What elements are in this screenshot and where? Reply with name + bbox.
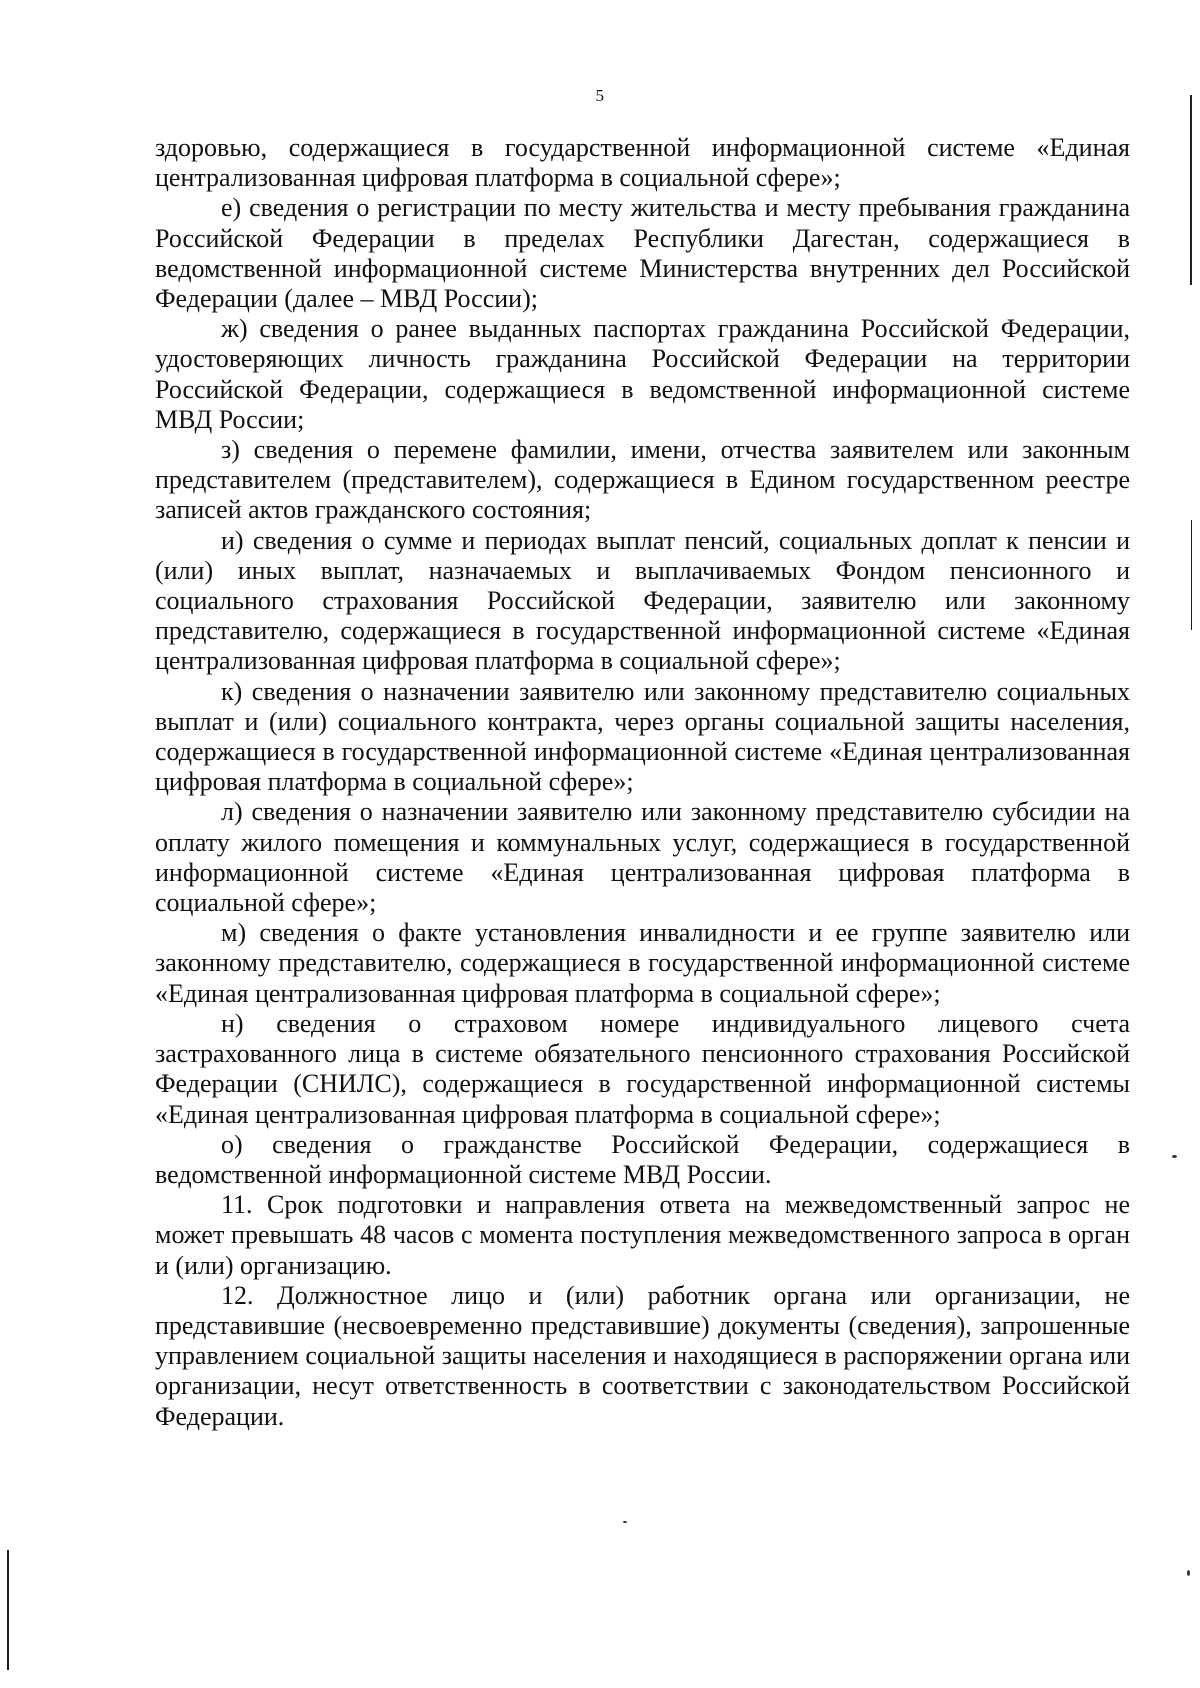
paragraph-clause-11: 11. Срок подготовки и направления ответа на межведомственный запрос не может превышать 48 часов с момента поступления межведомственного запроса в орган и (или) организацию. xyxy=(155,1190,1130,1280)
scan-edge-line-right xyxy=(1190,95,1192,285)
paragraph-item-zh: ж) сведения о ранее выданных паспортах гражданина Российской Федерации, удостоверяющих личность гражданина Российской Федерации на территории Российской Федерации, содержащиеся в ведомственной информационной системе МВД России; xyxy=(155,314,1130,434)
paragraph-clause-12: 12. Должностное лицо и (или) работник органа или организации, не представившие (несвоевременно представившие) документы (сведения), запрошенные управлением социальной защиты населения и находящиеся в распоряжении органа или организации, несут ответственность в соответствии с законодательством Российской Федерации. xyxy=(155,1280,1130,1431)
document-body xyxy=(155,133,1130,1432)
paragraph-item-n: н) сведения о страховом номере индивидуального лицевого счета застрахованного лица в системе обязательного пенсионного страхования Российской Федерации (СНИЛС), содержащиеся в государственной информационной системы «Единая централизованная цифровая платформа в социальной сфере»; xyxy=(155,1008,1130,1129)
paragraph-continuation: здоровью, содержащиеся в государственной информационной системе «Единая централизованная цифровая платформа в социальной сфере»; xyxy=(155,133,1130,193)
paragraph-item-m: м) сведения о факте установления инвалидности и ее группе заявителю или законному представителю, содержащиеся в государственной информационной системе «Единая централизованная цифровая платформа в социальной сфере»; xyxy=(155,918,1130,1008)
scan-speck xyxy=(1187,1570,1190,1576)
paragraph-item-z: з) сведения о перемене фамилии, имени, отчества заявителем или законным представителем (представителем), содержащиеся в Едином государственном реестре записей актов гражданского состояния; xyxy=(155,435,1130,525)
scan-speck xyxy=(623,1521,627,1523)
paragraph-item-l: л) сведения о назначении заявителю или законному представителю субсидии на оплату жилого помещения и коммунальных услуг, содержащиеся в государственной информационной системе «Единая централизованная цифровая платформа в социальной сфере»; xyxy=(155,797,1130,918)
scan-edge-line-right-lower xyxy=(1191,520,1192,630)
paragraph-item-i: и) сведения о сумме и периодах выплат пенсий, социальных доплат к пенсии и (или) иных выплат, назначаемых и выплачиваемых Фондом пенсионного и социального страхования Российской Федерации, заявителю или законному представителю, содержащиеся в государственной информационной системе «Единая централизованная цифровая платформа в социальной сфере»; xyxy=(155,525,1130,676)
paragraph-item-o: о) сведения о гражданстве Российской Федерации, содержащиеся в ведомственной информационной системе МВД России. xyxy=(155,1129,1130,1189)
scan-edge-line-left xyxy=(7,1550,9,1670)
scan-speck xyxy=(1172,1155,1177,1158)
paragraph-item-e: е) сведения о регистрации по месту жительства и месту пребывания гражданина Российской Федерации в пределах Республики Дагестан, содержащиеся в ведомственной информационной системе Министерства внутренних дел Российской Федерации (далее – МВД России); xyxy=(155,193,1130,314)
page-number: 5 xyxy=(595,86,605,105)
paragraph-item-k: к) сведения о назначении заявителю или законному представителю социальных выплат и (или) социального контракта, через органы социальной защиты населения, содержащиеся в государственной информационной системе «Единая централизованная цифровая платформа в социальной сфере»; xyxy=(155,676,1130,797)
